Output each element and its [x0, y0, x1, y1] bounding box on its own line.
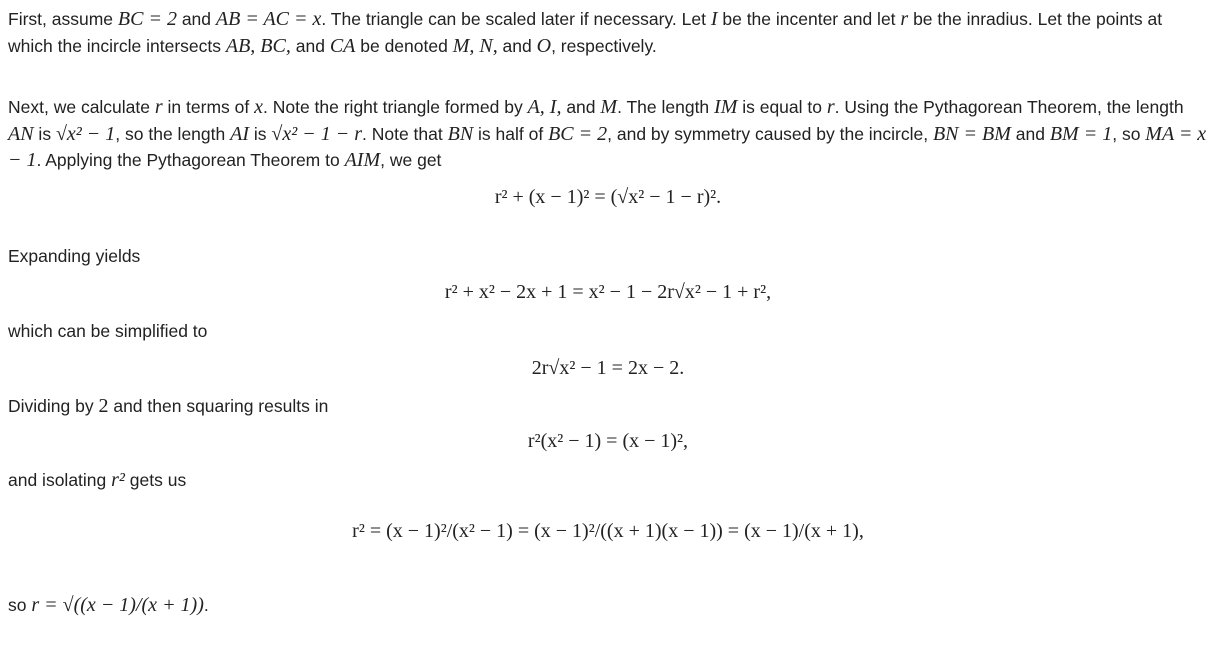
math-inline: 2 [98, 395, 109, 417]
math-inline: BN [447, 122, 474, 145]
text: , and by symmetry caused by the incircle, [607, 123, 933, 144]
math-inline: BC = 2 [117, 8, 177, 30]
text: . Using the Pythagorean Theorem, the length [834, 97, 1184, 117]
equation-pythagorean: r² + (x − 1)² = (√x² − 1 − r)². [494, 186, 722, 208]
text: be denoted [355, 35, 453, 56]
text: , respectively. [551, 35, 657, 56]
text: in terms of [162, 97, 255, 117]
paragraph-isolating [8, 467, 1208, 494]
text: which can be simplified to [8, 321, 208, 341]
text: and [176, 9, 216, 29]
math-inline: IM [714, 96, 738, 118]
math-inline: r² [111, 469, 125, 491]
math-inline: M, N, [452, 34, 498, 57]
text: . Note that [362, 123, 448, 144]
math-inline: I [710, 8, 718, 30]
text: and [561, 97, 601, 117]
text: gets us [124, 470, 187, 490]
paragraph-expanding [8, 243, 1208, 270]
math-inline: r [154, 96, 163, 118]
math-inline: r = √((x − 1)/(x + 1)) [31, 594, 204, 616]
text: and isolating [8, 470, 112, 490]
paragraph-setup [8, 6, 1208, 59]
math-inline: r [900, 8, 909, 30]
text: Dividing by [8, 396, 99, 416]
text: Next, we calculate [8, 97, 155, 117]
math-inline: O [536, 34, 552, 57]
equation-expanded: r² + x² − 2x + 1 = x² − 1 − 2r√x² − 1 + r², [444, 281, 772, 303]
text: , we get [380, 150, 442, 170]
text: . Applying the Pythagorean Theorem to [36, 150, 345, 170]
text: so [8, 595, 32, 615]
text: and [290, 35, 330, 56]
equation-simplified: 2r√x² − 1 = 2x − 2. [531, 357, 685, 379]
math-inline: √x² − 1 [55, 122, 116, 145]
math-inline: AN [8, 122, 34, 145]
paragraph-dividing [8, 393, 1208, 420]
math-inline: MA = x − 1 [8, 122, 1207, 171]
math-inline: BC = 2 [548, 122, 608, 145]
equation-isolated: r² = (x − 1)²/(x² − 1) = (x − 1)²/((x + 1)(x − 1)) = (x − 1)/(x + 1), [352, 520, 864, 542]
math-inline: A, I, [527, 96, 562, 118]
math-inline: CA [329, 34, 356, 57]
math-inline: BN = BM [932, 122, 1011, 145]
text: is half of [473, 123, 549, 144]
math-inline: AIM [344, 149, 381, 171]
math-inline: x [254, 96, 263, 118]
text: . Note the right triangle formed by [262, 97, 528, 117]
math-inline: AI [230, 122, 249, 145]
math-inline: AB = AC = x [215, 8, 322, 30]
equation-squared: r²(x² − 1) = (x − 1)², [527, 430, 689, 452]
math-inline: BM = 1 [1049, 122, 1113, 145]
text: , so the length [115, 123, 231, 144]
text: First, assume [8, 9, 118, 29]
math-inline: r [826, 96, 835, 118]
text: , so [1112, 123, 1146, 144]
paragraph-result [8, 592, 1208, 619]
math-inline: √x² − 1 − r [271, 122, 362, 145]
text: . The triangle can be scaled later if necessary. Let [321, 9, 711, 29]
paragraph-calculation [8, 94, 1208, 174]
math-inline: AB, BC, [225, 34, 291, 57]
text: . The length [617, 97, 715, 117]
paragraph-simplified [8, 318, 1208, 345]
text: is equal to [737, 97, 827, 117]
text: is [249, 123, 272, 144]
text: and [497, 35, 537, 56]
text: is [33, 123, 56, 144]
text: Expanding yields [8, 246, 141, 266]
math-inline: M [600, 96, 618, 118]
text: be the inradius. Let the points at which the incircle intersects [8, 9, 1163, 56]
text: . [203, 595, 209, 615]
text: and then squaring results in [108, 396, 329, 416]
text: be the incenter and let [717, 9, 901, 29]
text: and [1010, 123, 1050, 144]
